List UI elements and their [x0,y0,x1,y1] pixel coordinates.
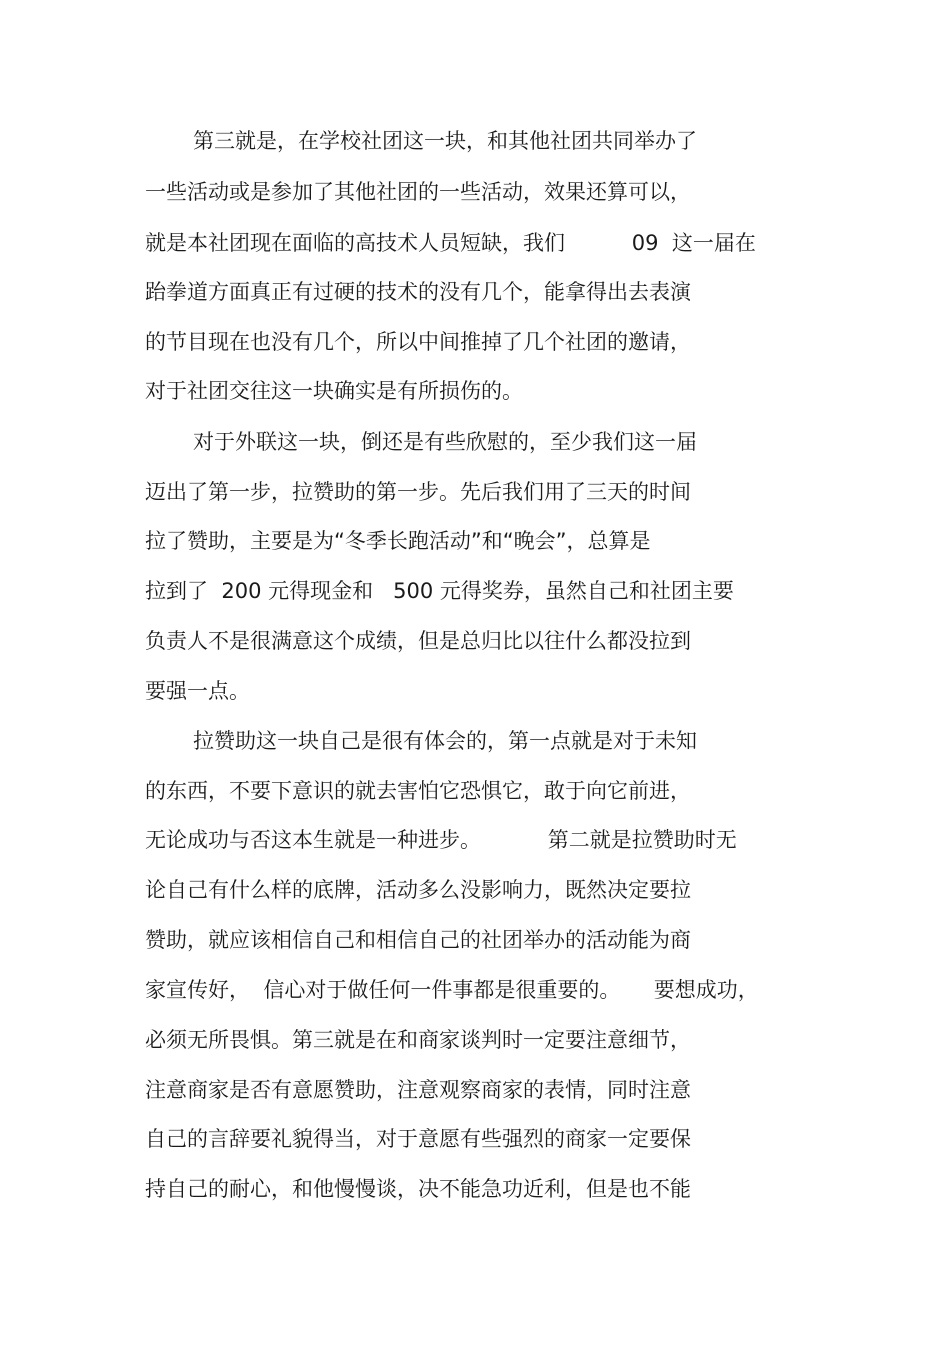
text-line: 持自己的耐心，和他慢慢谈，决不能急功近利，但是也不能 [145,1177,691,1201]
text-line: 赞助，就应该相信自己和相信自己的社团举办的活动能为商 [145,928,691,952]
text-line: 必须无所畏惧。第三就是在和商家谈判时一定要注意细节， [145,1028,691,1052]
text-line: 负责人不是很满意这个成绩，但是总归比以往什么都没拉到 [145,629,691,653]
text-line: 论自己有什么样的底牌，活动多么没影响力，既然决定要拉 [145,878,691,902]
text-line: 要强一点。 [145,679,250,703]
text-line: 对于外联这一块，倒还是有些欣慰的，至少我们这一届 [193,430,697,454]
text-line: 对于社团交往这一块确实是有所损伤的。 [145,379,523,403]
text-line: 跆拳道方面真正有过硬的技术的没有几个，能拿得出去表演 [145,280,691,304]
text-line: 的东西，不要下意识的就去害怕它恐惧它，敢于向它前进， [145,779,691,803]
text-line: 家宣传好， 信心对于做任何一件事都是很重要的。 要想成功， [145,978,759,1002]
text-line: 的节目现在也没有几个，所以中间推掉了几个社团的邀请， [145,330,691,354]
text-line: 拉了赞助，主要是为“冬季长跑活动”和“晚会”，总算是 [145,529,651,553]
text-line: 注意商家是否有意愿赞助，注意观察商家的表情，同时注意 [145,1078,691,1102]
text-line: 拉到了 200 元得现金和 500 元得奖券，虽然自己和社团主要 [145,579,734,603]
text-line: 第三就是，在学校社团这一块，和其他社团共同举办了 [193,129,697,153]
text-line: 就是本社团现在面临的高技术人员短缺，我们 09 这一届在 [145,231,756,255]
text-line: 迈出了第一步，拉赞助的第一步。先后我们用了三天的时间 [145,480,691,504]
text-line: 自己的言辞要礼貌得当，对于意愿有些强烈的商家一定要保 [145,1127,691,1151]
text-line: 一些活动或是参加了其他社团的一些活动，效果还算可以， [145,180,691,204]
text-line: 无论成功与否这本生就是一种进步。 第二就是拉赞助时无 [145,828,737,852]
text-line: 拉赞助这一块自己是很有体会的，第一点就是对于未知 [193,729,697,753]
